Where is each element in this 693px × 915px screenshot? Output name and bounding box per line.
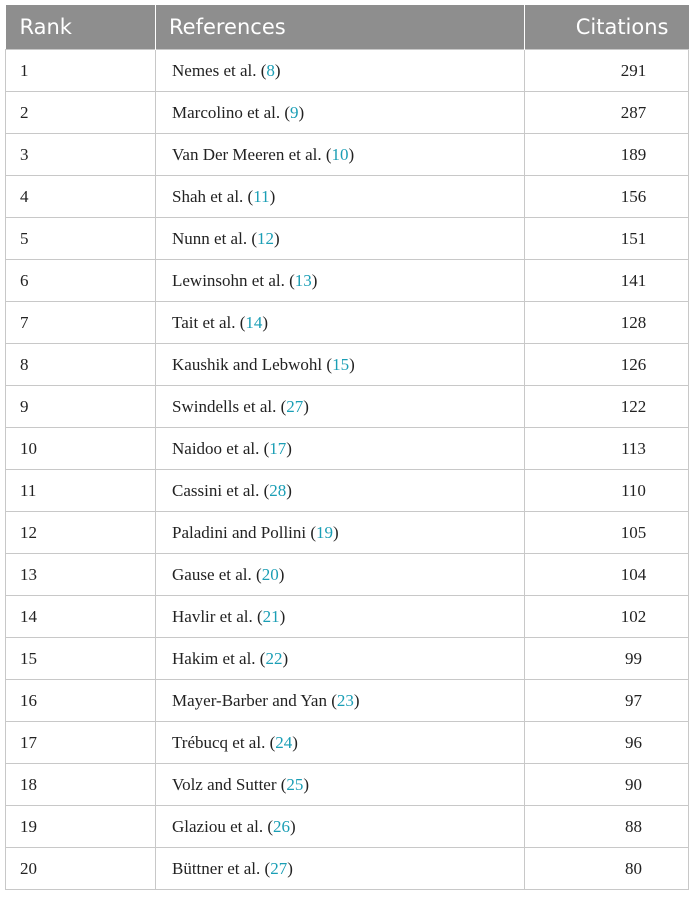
reference-author-text: Shah et al. ( [172, 186, 254, 206]
reference-number-link[interactable]: 23 [336, 690, 354, 710]
reference-number-link[interactable]: 20 [261, 564, 279, 584]
rank-cell: 9 [6, 386, 156, 428]
reference-number-link[interactable]: 14 [245, 312, 263, 332]
table-row [6, 512, 689, 554]
reference-author-text: Trébucq et al. ( [172, 732, 276, 752]
reference-closing-paren: ) [262, 312, 269, 332]
rank-cell: 15 [6, 638, 156, 680]
reference-cell [156, 764, 525, 806]
reference-closing-paren: ) [269, 186, 276, 206]
reference-author-text: Gause et al. ( [172, 564, 262, 584]
reference-number-link[interactable]: 27 [270, 858, 288, 878]
reference-number-link[interactable]: 22 [265, 648, 283, 668]
reference-closing-paren: ) [286, 480, 292, 500]
citations-cell: 96 [525, 722, 689, 764]
table-body [6, 50, 689, 890]
citations-cell: 102 [525, 596, 689, 638]
table-row [6, 344, 689, 386]
reference-cell [156, 638, 525, 680]
reference-author-text: Büttner et al. ( [172, 858, 271, 878]
rank-cell: 14 [6, 596, 156, 638]
citations-column-header: Citations [525, 5, 689, 50]
reference-author-text: Van Der Meeren et al. ( [172, 144, 332, 164]
reference-author-text: Naidoo et al. ( [172, 438, 270, 458]
reference-closing-paren: ) [279, 606, 286, 626]
reference-cell [156, 596, 525, 638]
reference-cell [156, 92, 525, 134]
reference-cell [156, 302, 525, 344]
citations-cell: 110 [525, 470, 689, 512]
table-row [6, 848, 689, 890]
table-row [6, 50, 689, 92]
reference-author-text: Tait et al. ( [172, 312, 246, 332]
reference-closing-paren: ) [290, 816, 296, 836]
rank-cell: 12 [6, 512, 156, 554]
rank-cell: 7 [6, 302, 156, 344]
reference-number-link[interactable]: 25 [286, 774, 304, 794]
rank-column-header: Rank [6, 5, 156, 50]
reference-cell [156, 50, 525, 92]
table-row [6, 470, 689, 512]
reference-number-link[interactable]: 9 [290, 102, 299, 122]
table-row [6, 638, 689, 680]
table-row [6, 596, 689, 638]
reference-cell [156, 806, 525, 848]
reference-closing-paren: ) [311, 270, 318, 290]
reference-author-text: Nunn et al. ( [172, 228, 257, 248]
table-row [6, 92, 689, 134]
reference-cell [156, 722, 525, 764]
reference-closing-paren: ) [303, 774, 310, 794]
reference-cell [156, 386, 525, 428]
reference-number-link[interactable]: 17 [269, 438, 287, 458]
table-row [6, 680, 689, 722]
reference-closing-paren: ) [298, 102, 305, 122]
citations-cell: 126 [525, 344, 689, 386]
reference-number-link[interactable]: 26 [273, 816, 291, 836]
reference-closing-paren: ) [353, 690, 360, 710]
citations-cell: 97 [525, 680, 689, 722]
table-row [6, 260, 689, 302]
reference-closing-paren: ) [273, 228, 280, 248]
reference-cell [156, 680, 525, 722]
rank-cell: 11 [6, 470, 156, 512]
table-header [6, 5, 689, 50]
reference-cell [156, 848, 525, 890]
citations-cell: 90 [525, 764, 689, 806]
reference-cell [156, 260, 525, 302]
rank-cell: 8 [6, 344, 156, 386]
rank-cell: 1 [6, 50, 156, 92]
reference-closing-paren: ) [282, 648, 289, 668]
reference-number-link[interactable]: 27 [286, 396, 304, 416]
reference-author-text: Volz and Sutter ( [172, 774, 287, 794]
reference-author-text: Swindells et al. ( [172, 396, 287, 416]
rank-cell: 6 [6, 260, 156, 302]
table-row [6, 176, 689, 218]
reference-number-link[interactable]: 8 [266, 60, 275, 80]
citations-cell: 189 [525, 134, 689, 176]
table-row [6, 134, 689, 176]
references-column-header: References [156, 5, 525, 50]
table-row [6, 554, 689, 596]
reference-closing-paren: ) [286, 438, 292, 458]
citations-cell: 128 [525, 302, 689, 344]
reference-author-text: Glaziou et al. ( [172, 816, 274, 836]
table-row [6, 764, 689, 806]
rank-cell: 4 [6, 176, 156, 218]
rank-cell: 16 [6, 680, 156, 722]
citations-cell: 291 [525, 50, 689, 92]
rank-cell: 20 [6, 848, 156, 890]
reference-number-link[interactable]: 10 [331, 144, 349, 164]
citations-cell: 104 [525, 554, 689, 596]
reference-cell [156, 218, 525, 260]
reference-closing-paren: ) [349, 354, 355, 374]
rank-cell: 10 [6, 428, 156, 470]
reference-closing-paren: ) [292, 732, 298, 752]
reference-number-link[interactable]: 11 [253, 186, 270, 206]
reference-closing-paren: ) [303, 396, 309, 416]
citations-cell: 287 [525, 92, 689, 134]
reference-closing-paren: ) [278, 564, 285, 584]
reference-cell [156, 176, 525, 218]
rank-cell: 18 [6, 764, 156, 806]
rank-cell: 3 [6, 134, 156, 176]
reference-number-link[interactable]: 19 [316, 522, 334, 542]
citations-cell: 105 [525, 512, 689, 554]
reference-number-link[interactable]: 12 [256, 228, 274, 248]
rank-cell: 19 [6, 806, 156, 848]
reference-cell [156, 344, 525, 386]
reference-closing-paren: ) [287, 858, 293, 878]
citations-cell: 99 [525, 638, 689, 680]
reference-number-link[interactable]: 13 [294, 270, 312, 290]
reference-author-text: Nemes et al. ( [172, 60, 267, 80]
citations-cell: 122 [525, 386, 689, 428]
reference-author-text: Hakim et al. ( [172, 648, 266, 668]
reference-cell [156, 134, 525, 176]
reference-author-text: Havlir et al. ( [172, 606, 263, 626]
table-row [6, 428, 689, 470]
reference-cell [156, 554, 525, 596]
citations-cell: 151 [525, 218, 689, 260]
reference-number-link[interactable]: 24 [275, 732, 293, 752]
rank-cell: 2 [6, 92, 156, 134]
rank-cell: 13 [6, 554, 156, 596]
reference-number-link[interactable]: 28 [269, 480, 287, 500]
citations-cell: 80 [525, 848, 689, 890]
reference-cell [156, 428, 525, 470]
reference-closing-paren: ) [274, 60, 281, 80]
rank-cell: 5 [6, 218, 156, 260]
table-row [6, 722, 689, 764]
header-row [6, 5, 689, 50]
reference-author-text: Mayer-Barber and Yan ( [172, 690, 337, 710]
table-row [6, 806, 689, 848]
citations-cell: 156 [525, 176, 689, 218]
reference-author-text: Kaushik and Lebwohl ( [172, 354, 333, 374]
reference-number-link[interactable]: 15 [332, 354, 350, 374]
table-row [6, 218, 689, 260]
reference-closing-paren: ) [348, 144, 355, 164]
table-row [6, 386, 689, 428]
table-row [6, 302, 689, 344]
citations-cell: 141 [525, 260, 689, 302]
reference-author-text: Cassini et al. ( [172, 480, 270, 500]
reference-cell [156, 470, 525, 512]
reference-cell [156, 512, 525, 554]
reference-author-text: Lewinsohn et al. ( [172, 270, 295, 290]
citations-cell: 88 [525, 806, 689, 848]
reference-number-link[interactable]: 21 [262, 606, 280, 626]
reference-author-text: Marcolino et al. ( [172, 102, 291, 122]
reference-author-text: Paladini and Pollini ( [172, 522, 317, 542]
reference-closing-paren: ) [333, 522, 339, 542]
citations-cell: 113 [525, 428, 689, 470]
citations-table [5, 5, 689, 890]
rank-cell: 17 [6, 722, 156, 764]
